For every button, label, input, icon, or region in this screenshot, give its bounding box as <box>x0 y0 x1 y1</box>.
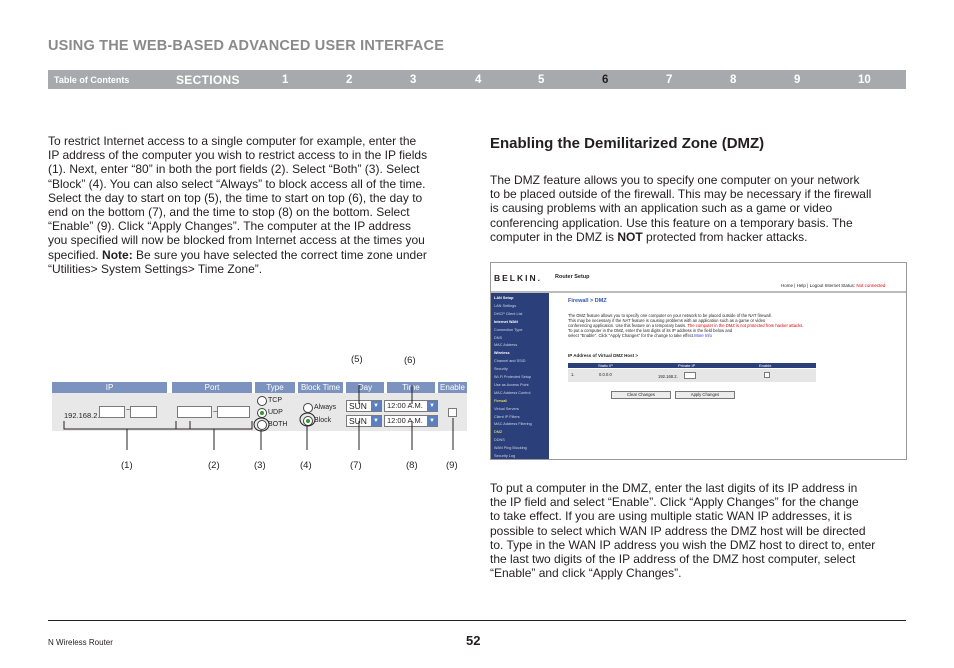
router-sidebar-item[interactable]: Use as Access Point <box>494 382 529 387</box>
sections-nav-bar <box>48 70 906 89</box>
day-end-value: SUN <box>349 416 367 426</box>
dmz-private-ip-field[interactable] <box>684 372 696 379</box>
sections-label: SECTIONS <box>176 73 240 87</box>
text-run: Be sure you have selected the correct time zone under <box>132 247 427 262</box>
router-top-links[interactable] <box>781 283 885 288</box>
paragraph-line: The DMZ feature allows you to specify one computer on your network <box>490 173 860 187</box>
block-always-label: Always <box>314 404 337 411</box>
paragraph-line <box>48 248 468 262</box>
callout-5: (5) <box>351 354 363 365</box>
section-link-1[interactable]: 1 <box>282 74 289 86</box>
access-restriction-paragraph <box>48 134 468 276</box>
dmz-intro-paragraph <box>490 173 910 244</box>
text-run: specified. <box>48 247 103 262</box>
dmz-heading: Enabling the Demilitarized Zone (DMZ) <box>490 135 765 152</box>
ip-range-separator: ~ <box>126 407 131 414</box>
page-number: 52 <box>466 633 481 648</box>
router-main-panel <box>551 293 906 460</box>
dmz-col-private-ip: Private IP <box>678 363 696 368</box>
section-link-4[interactable]: 4 <box>475 74 482 86</box>
page-header-title: USING THE WEB-BASED ADVANCED USER INTERFACE <box>48 38 445 54</box>
paragraph-line: conferencing application. Use this feature on a temporary basis. The <box>490 215 853 230</box>
router-sidebar-item[interactable]: Client IP Filters <box>494 414 520 419</box>
desc-line: This may be necessary if the NAT feature is causing problems with an application such as a game or video <box>568 318 766 323</box>
column-header-block-time: Block Time <box>300 383 341 392</box>
section-link-7[interactable]: 7 <box>666 74 673 86</box>
column-header-enable: Enable <box>440 383 465 392</box>
more-info-link[interactable]: More Info <box>694 333 712 338</box>
router-sidebar-item[interactable]: MAC Address Control <box>494 390 531 395</box>
paragraph-line: To put a computer in the DMZ, enter the last digits of its IP address in <box>490 481 858 495</box>
text-run: computer in the DMZ is <box>490 229 618 244</box>
section-link-3[interactable]: 3 <box>410 74 417 86</box>
type-both-label: BOTH <box>268 421 288 428</box>
table-of-contents-link[interactable]: Table of Contents <box>54 75 130 85</box>
paragraph-line: IP address of the computer you wish to restrict access to in the IP fields <box>48 148 428 163</box>
column-header-time: Time <box>402 383 420 392</box>
paragraph-line: (1). Next, enter “80” in both the port fields (2). Select “Both” (3). Select <box>48 162 420 177</box>
paragraph-line: “Enable” and click “Apply Changes”. <box>490 566 682 581</box>
router-sidebar-item[interactable]: LAN Settings <box>494 303 517 308</box>
text-run: Home | Help | Logout Internet Status: <box>781 283 857 288</box>
paragraph-line: “Utilities> System Settings> Time Zone”. <box>48 261 263 276</box>
desc-line: To put a computer in the DMZ, enter the last digits of its IP address in the field below and <box>568 328 733 333</box>
clear-changes-button[interactable]: Clear Changes <box>611 391 671 399</box>
paragraph-line: Select the day to start on top (5), the time to start on top (6), the day to <box>48 190 423 205</box>
router-sidebar-item[interactable]: DNS <box>494 335 503 340</box>
callout-4: (4) <box>300 460 312 471</box>
chevron-down-icon: ▼ <box>427 401 437 411</box>
internet-status: Not connected <box>856 283 886 288</box>
port-range-separator: ~ <box>213 409 218 416</box>
footer-rule <box>48 620 906 621</box>
type-udp-label: UDP <box>268 409 283 416</box>
text-run: conferencing application. Use this feature on a temporary basis. <box>568 323 687 328</box>
column-header-type: Type <box>266 383 284 392</box>
router-setup-label: Router Setup <box>555 274 590 280</box>
callout-8: (8) <box>406 460 418 471</box>
belkin-logo: BELKIN. <box>494 273 542 283</box>
column-header-day: Day <box>357 383 373 392</box>
router-sidebar-item[interactable]: WAN Ping Blocking <box>494 446 527 451</box>
column-header-ip: IP <box>105 383 114 392</box>
router-sidebar-item[interactable]: MAC Address <box>494 343 518 348</box>
paragraph-line: you specified will now be blocked from Internet access at the times you <box>48 233 425 248</box>
paragraph-line <box>490 230 910 244</box>
desc-line <box>568 333 816 338</box>
dmz-private-ip-prefix: 192.168.2. <box>658 374 678 379</box>
callout-9: (9) <box>446 460 458 471</box>
router-sidebar-item[interactable]: Security Log <box>494 454 516 458</box>
block-block-label: Block <box>314 417 332 424</box>
callout-6: (6) <box>404 355 416 366</box>
router-sidebar-item[interactable]: Firewall <box>494 398 508 403</box>
router-sidebar-item[interactable]: Connection Type <box>494 327 523 332</box>
dmz-ip-label: IP Address of Virtual DMZ Host > <box>568 353 639 358</box>
text-run: select "Enable". Click "Apply Changes" for the change to take effect. <box>568 333 695 338</box>
warning-text: The computer in the DMZ is not protected from hacker attacks. <box>687 323 804 328</box>
router-sidebar-item[interactable]: Security <box>494 367 508 372</box>
dmz-col-static-ip: Static IP <box>598 363 613 368</box>
type-tcp-label: TCP <box>268 397 282 404</box>
time-end-value: 12:00 A.M. <box>387 416 423 425</box>
section-link-6[interactable]: 6 <box>602 74 609 86</box>
paragraph-line: the IP field and select “Enable”. Click “Apply Changes” for the change <box>490 495 859 510</box>
time-start-value: 12:00 A.M. <box>387 401 423 410</box>
router-sidebar-item[interactable]: DHCP Client List <box>494 311 523 316</box>
apply-changes-button[interactable]: Apply Changes <box>675 391 735 399</box>
callout-2: (2) <box>208 460 220 471</box>
paragraph-line: end on the bottom (7), and the time to stop (8) on the bottom. Select <box>48 205 410 220</box>
section-link-8[interactable]: 8 <box>730 74 737 86</box>
paragraph-line: to be placed outside of the firewall. This may be necessary if the firewall <box>490 187 872 202</box>
paragraph-line: to take effect. If you are using multiple static WAN IP addresses, it is <box>490 509 852 524</box>
paragraph-line: To restrict Internet access to a single computer for example, enter the <box>48 134 417 148</box>
callout-3: (3) <box>254 460 266 471</box>
dmz-static-ip-value: 0.0.0.0 <box>599 372 612 377</box>
router-sidebar-item[interactable]: DMZ <box>494 430 503 435</box>
section-link-10[interactable]: 10 <box>858 74 871 86</box>
router-setup-screenshot <box>490 262 907 460</box>
router-sidebar-item[interactable]: Wi-Fi Protected Setup <box>494 375 532 379</box>
section-link-2[interactable]: 2 <box>346 74 353 86</box>
column-header-port: Port <box>204 383 220 392</box>
day-start-value: SUN <box>349 401 367 411</box>
dmz-col-enable: Enable <box>759 363 772 368</box>
router-sidebar-item[interactable]: Wireless <box>494 351 510 356</box>
router-page-title: Firewall > DMZ <box>568 298 607 304</box>
router-sidebar-item[interactable]: Virtual Servers <box>494 406 519 411</box>
footer-product-name: N Wireless Router <box>48 638 113 647</box>
callout-1: (1) <box>121 460 133 471</box>
router-sidebar-item[interactable]: Internet WAN <box>494 319 518 324</box>
paragraph-line: the last two digits of the IP address of the DMZ host computer, select <box>490 552 856 567</box>
ip-prefix: 192.168.2. <box>64 411 100 420</box>
chevron-down-icon: ▼ <box>371 401 381 411</box>
router-sidebar-item[interactable]: DDNS <box>494 438 505 443</box>
paragraph-line: to. Type in the WAN IP address you wish the DMZ host to direct to, enter <box>490 537 876 552</box>
desc-line: The DMZ feature allows you to specify one computer on your network to be placed outside of the NAT firewall. <box>568 313 772 318</box>
router-sidebar-item[interactable]: LAN Setup <box>494 296 514 300</box>
emphasis-not: NOT <box>617 229 643 244</box>
chevron-down-icon: ▼ <box>371 416 381 426</box>
chevron-down-icon: ▼ <box>427 416 437 426</box>
router-sidebar-item[interactable]: MAC Address Filtering <box>494 422 532 427</box>
note-label: Note: <box>102 247 133 262</box>
dmz-row-number: 1. <box>571 372 575 377</box>
text-run: protected from hacker attacks. <box>642 229 808 244</box>
access-control-figure <box>52 355 467 480</box>
router-sidebar <box>491 293 549 460</box>
section-link-9[interactable]: 9 <box>794 74 801 86</box>
router-description <box>568 313 816 338</box>
paragraph-line: possible to select which WAN IP address the DMZ host will be directed <box>490 523 866 538</box>
router-top-bar <box>491 263 906 291</box>
dmz-instructions-paragraph <box>490 481 910 580</box>
paragraph-line: “Block” (4). You can also select “Always” to block access all of the time. <box>48 176 426 191</box>
paragraph-line: is causing problems with an application such as a game or video <box>490 201 833 216</box>
dmz-enable-checkbox[interactable] <box>764 372 770 378</box>
callout-7: (7) <box>350 460 362 471</box>
section-link-5[interactable]: 5 <box>538 74 545 86</box>
router-sidebar-item[interactable]: Channel and SSID <box>494 359 526 364</box>
paragraph-line: “Enable” (9). Click “Apply Changes”. The computer at the IP address <box>48 219 412 234</box>
